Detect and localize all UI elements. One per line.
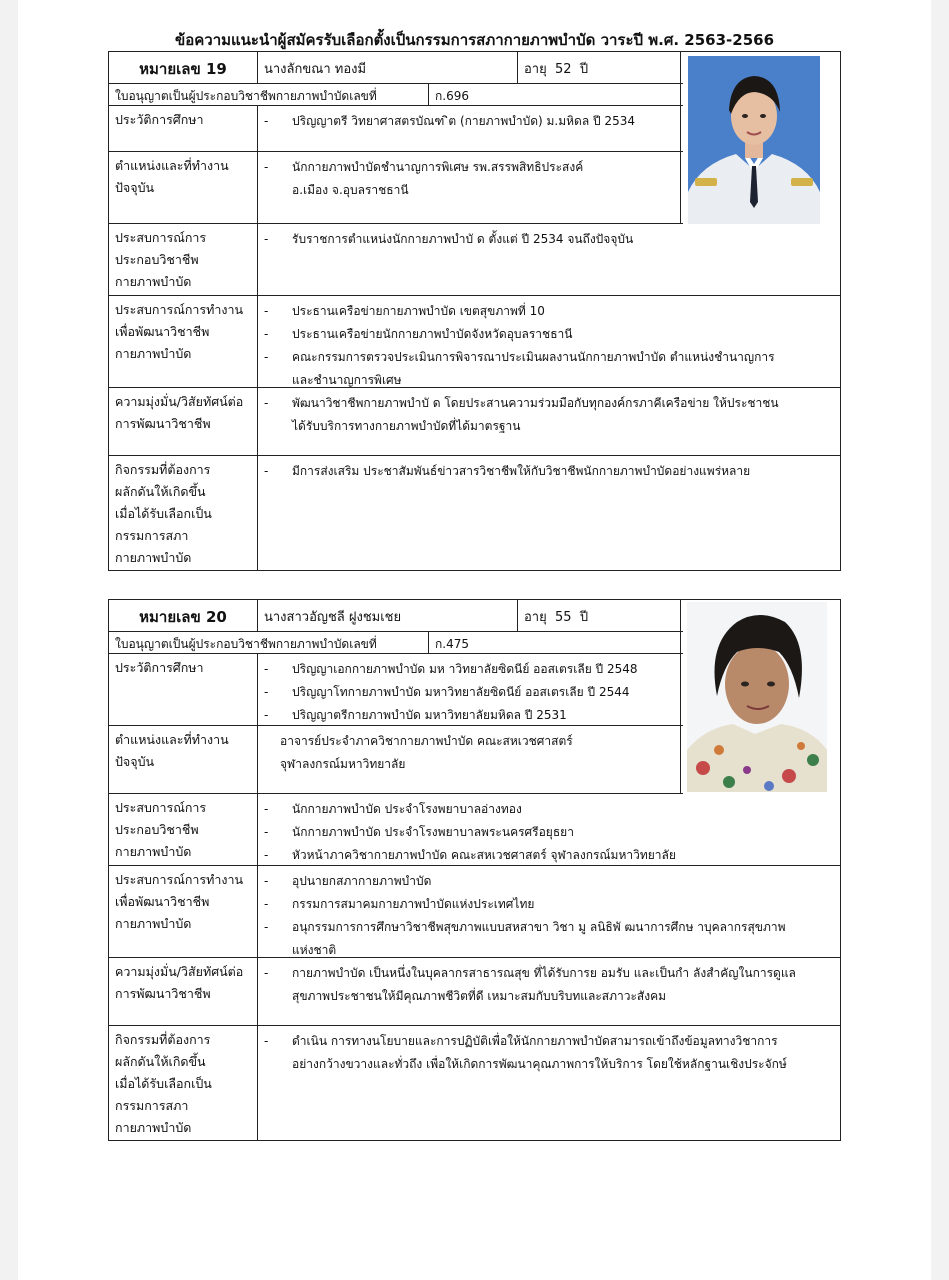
vision-label: ความมุ่งมั่น/วิสัยทัศน์ต่อ การพัฒนาวิชาชีพ (109, 388, 258, 455)
development-value: - อุปนายกสภากายภาพบำบัด - กรรมการสมาคมกายภาพบำบัดแห่งประเทศไทย - อนุกรรมการการศึกษาวิชาชีพสุขภาพแบบสหสาขา วิชา มู ลนิธิพั ฒนาการศึกษ าบุคลากรสุขภาพ แห่งชาติ (258, 866, 842, 962)
practice-label: ประสบการณ์การ ประกอบวิชาชีพ กายภาพบำบัด (109, 794, 258, 865)
candidate-age: 52 (555, 62, 572, 77)
education-row (109, 106, 683, 152)
activities-label: กิจกรรมที่ต้องการ ผลักดันให้เกิดขึ้น เมื่อได้รับเลือกเป็น กรรมการสภา กายภาพบำบัด (109, 456, 258, 570)
list-item-cont: สุขภาพประชาชนให้มีคุณภาพชีวิตที่ดี เหมาะสมกับบริบทและสภาวะสังคม (292, 989, 667, 1003)
candidate-photo (680, 52, 840, 224)
development-row (109, 296, 840, 388)
license-row (109, 632, 683, 654)
position-row (109, 152, 683, 224)
list-item: ปริญญาเอกกายภาพบำบัด มห าวิทยาลัยซิดนีย์ ออสเตรเลีย ปี 2548 (292, 662, 638, 676)
number-label: หมายเลข (139, 608, 201, 626)
list-item: มีการส่งเสริม ประชาสัมพันธ์ข่าวสารวิชาชีพให้กับวิชาชีพนักกายภาพบำบัดอย่างแพร่หลาย (292, 464, 751, 478)
activities-label: กิจกรรมที่ต้องการ ผลักดันให้เกิดขึ้น เมื่อได้รับเลือกเป็น กรรมการสภา กายภาพบำบัด (109, 1026, 258, 1140)
education-label: ประวัติการศึกษา (109, 106, 258, 151)
practice-row (109, 794, 840, 866)
activities-row (109, 456, 840, 570)
candidate-age: 55 (555, 610, 572, 625)
list-item-cont: และชำนาญการพิเศษ (292, 373, 402, 387)
list-item: ปริญญาตรีกายภาพบำบัด มหาวิทยาลัยมหิดล ปี 2531 (292, 708, 567, 722)
candidate-header-row (109, 52, 683, 84)
vision-row (109, 388, 840, 456)
license-label: ใบอนุญาตเป็นผู้ประกอบวิชาชีพกายภาพบำบัดเลขที่ (109, 84, 429, 105)
list-item: อุปนายกสภากายภาพบำบัด (292, 874, 432, 888)
age-label: อายุ (524, 610, 547, 625)
activities-value: - ดำเนิน การทางนโยบายและการปฏิบัติเพื่อให้นักกายภาพบำบัดสามารถเข้าถึงข้อมูลทางวิชาการ อย่างกว้างขวางและทั่วถึง เพื่อให้เกิดการพัฒนาคุณภาพการให้บริการ โดยใช้หลักฐานเชิงประจักษ์ (258, 1026, 842, 1076)
candidate-age-cell (518, 52, 683, 83)
development-row (109, 866, 840, 958)
position-label: ตำแหน่งและที่ทำงาน ปัจจุบัน (109, 152, 258, 223)
candidate-age-cell (518, 600, 683, 631)
vision-value: - พัฒนาวิชาชีพกายภาพบำบั ด โดยประสานความร่วมมือกับทุกองค์กรภาคีเครือข่าย ให้ประชาชน ได้รับบริการทางกายภาพบำบัดที่ได้มาตรฐาน (258, 388, 842, 438)
activities-value: - มีการส่งเสริม ประชาสัมพันธ์ข่าวสารวิชาชีพให้กับวิชาชีพนักกายภาพบำบัดอย่างแพร่หลาย (258, 456, 842, 483)
list-item-cont: อย่างกว้างขวางและทั่วถึง เพื่อให้เกิดการพัฒนาคุณภาพการให้บริการ โดยใช้หลักฐานเชิงประจักษ์ (292, 1057, 787, 1071)
development-label: ประสบการณ์การทำงาน เพื่อพัฒนาวิชาชีพ กายภาพบำบัด (109, 296, 258, 387)
candidate-photo (680, 600, 840, 794)
list-item-cont: อ.เมือง จ.อุบลราชธานี (292, 183, 409, 197)
years-label: ปี (579, 62, 589, 77)
position-row (109, 726, 683, 794)
activities-row (109, 1026, 840, 1140)
list-item: คณะกรรมการตรวจประเมินการพิจารณาประเมินผลงานนักกายภาพบำบัด ตำแหน่งชำนาญการ (292, 350, 775, 364)
list-item: ปริญญาโทกายภาพบำบัด มหาวิทยาลัยซิดนีย์ ออสเตรเลีย ปี 2544 (292, 685, 630, 699)
candidate-number: 19 (205, 60, 227, 78)
vision-row (109, 958, 840, 1026)
list-item: รับราชการตำแหน่งนักกายภาพบำบั ด ตั้งแต่ ปี 2534 จนถึงปัจจุบัน (292, 232, 634, 246)
candidate-header-row (109, 600, 683, 632)
development-label: ประสบการณ์การทำงาน เพื่อพัฒนาวิชาชีพ กายภาพบำบัด (109, 866, 258, 957)
number-label: หมายเลข (139, 60, 201, 78)
list-item: ปริญญาตรี วิทยาศาสตรบัณฑ`ิต (กายภาพบำบัด) ม.มหิดล ปี 2534 (292, 114, 635, 128)
list-item: นักกายภาพบำบัดชำนาญการพิเศษ รพ.สรรพสิทธิประสงค์ (292, 160, 584, 174)
practice-value: - รับราชการตำแหน่งนักกายภาพบำบั ด ตั้งแต่ ปี 2534 จนถึงปัจจุบัน (258, 224, 842, 251)
license-label: ใบอนุญาตเป็นผู้ประกอบวิชาชีพกายภาพบำบัดเลขที่ (109, 632, 429, 653)
practice-row (109, 224, 840, 296)
list-item: นักกายภาพบำบัด ประจำโรงพยาบาลอ่างทอง (292, 802, 522, 816)
list-item: ดำเนิน การทางนโยบายและการปฏิบัติเพื่อให้นักกายภาพบำบัดสามารถเข้าถึงข้อมูลทางวิชาการ (292, 1034, 778, 1048)
candidate-name: นางลักขณา ทองมี (258, 52, 518, 83)
position-label: ตำแหน่งและที่ทำงาน ปัจจุบัน (109, 726, 258, 793)
license-row (109, 84, 683, 106)
list-item-cont: แห่งชาติ (292, 943, 337, 957)
list-item: กรรมการสมาคมกายภาพบำบัดแห่งประเทศไทย (292, 897, 535, 911)
list-item: หัวหน้าภาควิชากายภาพบำบัด คณะสหเวชศาสตร์ จุฬาลงกรณ์มหาวิทยาลัย (292, 848, 676, 862)
vision-label: ความมุ่งมั่น/วิสัยทัศน์ต่อ การพัฒนาวิชาชีพ (109, 958, 258, 1025)
position-value (258, 726, 683, 776)
education-label: ประวัติการศึกษา (109, 654, 258, 725)
vision-value: - กายภาพบำบัด เป็นหนึ่งในบุคลากรสาธารณสุข ที่ได้รับการย อมรับ และเป็นกำ ลังสำคัญในการดูแล สุขภาพประชาชนให้มีคุณภาพชีวิตที่ดี เหมาะสมกับบริบทและสภาวะสังคม (258, 958, 842, 1008)
candidate-card (108, 599, 841, 1141)
practice-label: ประสบการณ์การ ประกอบวิชาชีพ กายภาพบำบัด (109, 224, 258, 295)
practice-value: - นักกายภาพบำบัด ประจำโรงพยาบาลอ่างทอง - นักกายภาพบำบัด ประจำโรงพยาบาลพระนครศรีอยุธยา - หัวหน้าภาควิชากายภาพบำบัด คณะสหเวชศาสตร์ จุฬาลงกรณ์มหาวิทยาลัย (258, 794, 842, 867)
education-value: - ปริญญาเอกกายภาพบำบัด มห าวิทยาลัยซิดนีย์ ออสเตรเลีย ปี 2548 - ปริญญาโทกายภาพบำบัด มหาวิทยาลัยซิดนีย์ ออสเตรเลีย ปี 2544 - ปริญญาตรีกายภาพบำบัด มหาวิทยาลัยมหิดล ปี 2531 (258, 654, 683, 727)
license-number: ก.475 (435, 637, 469, 651)
list-item: นักกายภาพบำบัด ประจำโรงพยาบาลพระนครศรีอยุธยา (292, 825, 574, 839)
list-item-cont: ได้รับบริการทางกายภาพบำบัดที่ได้มาตรฐาน (292, 419, 521, 433)
development-value: - ประธานเครือข่ายกายภาพบำบัด เขตสุขภาพที่ 10 - ประธานเครือข่ายนักกายภาพบำบัดจังหวัดอุบลราชธานี - คณะกรรมการตรวจประเมินการพิจารณาประเมินผลงานนักกายภาพบำบัด ตำแหน่งชำนาญการ และชำนาญการพิเศษ (258, 296, 842, 392)
list-item: ประธานเครือข่ายนักกายภาพบำบัดจังหวัดอุบลราชธานี (292, 327, 573, 341)
education-value: - ปริญญาตรี วิทยาศาสตรบัณฑ`ิต (กายภาพบำบัด) ม.มหิดล ปี 2534 (258, 106, 683, 133)
page-title: ข้อความแนะนำผู้สมัครรับเลือกตั้งเป็นกรรมการสภากายภาพบำบัด วาระปี พ.ศ. 2563-2566 (174, 31, 775, 49)
candidate-number: 20 (205, 608, 227, 626)
list-item: ประธานเครือข่ายกายภาพบำบัด เขตสุขภาพที่ 10 (292, 304, 545, 318)
list-item: พัฒนาวิชาชีพกายภาพบำบั ด โดยประสานความร่วมมือกับทุกองค์กรภาคีเครือข่าย ให้ประชาชน (292, 396, 779, 410)
list-item: อาจารย์ประจำภาควิชากายภาพบำบัด คณะสหเวชศาสตร์ (280, 734, 573, 748)
document-page (18, 0, 931, 1280)
license-number: ก.696 (435, 89, 469, 103)
age-label: อายุ (524, 62, 547, 77)
education-row (109, 654, 683, 726)
candidate-card (108, 51, 841, 571)
candidate-number-cell (109, 600, 258, 631)
list-item-cont: จุฬาลงกรณ์มหาวิทยาลัย (280, 757, 406, 771)
list-item: อนุกรรมการการศึกษาวิชาชีพสุขภาพแบบสหสาขา วิชา มู ลนิธิพั ฒนาการศึกษ าบุคลากรสุขภาพ (292, 920, 786, 934)
candidate-number-cell (109, 52, 258, 83)
candidate-name: นางสาวอัญชลี ฝูงชมเชย (258, 600, 518, 631)
years-label: ปี (579, 610, 589, 625)
list-item: กายภาพบำบัด เป็นหนึ่งในบุคลากรสาธารณสุข ที่ได้รับการย อมรับ และเป็นกำ ลังสำคัญในการดูแล (292, 966, 796, 980)
position-value: - นักกายภาพบำบัดชำนาญการพิเศษ รพ.สรรพสิทธิประสงค์ อ.เมือง จ.อุบลราชธานี (258, 152, 683, 202)
